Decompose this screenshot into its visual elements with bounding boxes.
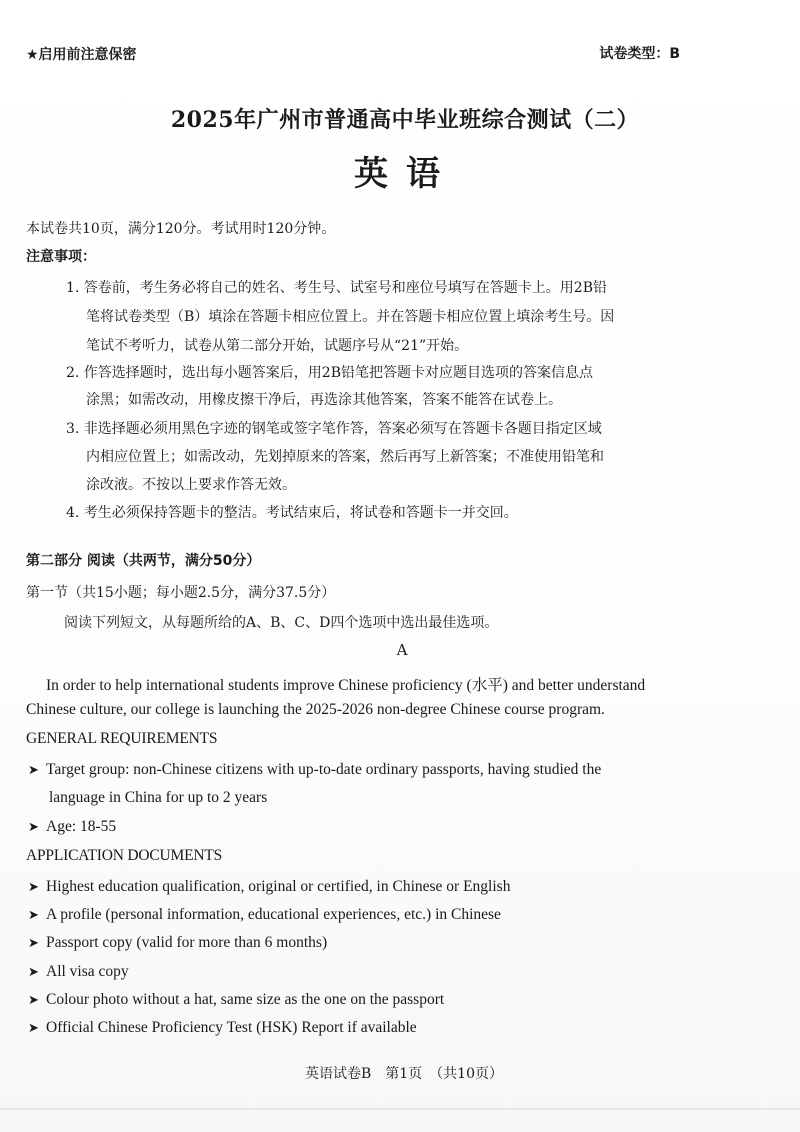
arrowhead-bullet-icon: ➤: [28, 993, 39, 1008]
note-1-line-2: 笔将试卷类型（B）填涂在答题卡相应位置上。并在答题卡相应位置上填涂考生号。因: [86, 309, 615, 325]
document-item: Passport copy (valid for more than 6 months): [46, 934, 328, 951]
note-3-line-3: 涂改液。不按以上要求作答无效。: [86, 477, 296, 493]
note-4-line-1: 4. 考生必须保持答题卡的整洁。考试结束后，将试卷和答题卡一并交回。: [66, 505, 518, 521]
arrowhead-bullet-icon: ➤: [28, 880, 39, 895]
target-group-line-1: Target group: non-Chinese citizens with up-to-date ordinary passports, having studied the: [46, 761, 602, 778]
passage-intro-line-2: Chinese culture, our college is launching the 2025-2026 non-degree Chinese course program.: [26, 701, 605, 718]
exam-intro: 本试卷共10页，满分120分。考试用时120分钟。: [26, 221, 336, 237]
note-2-line-2: 涂黑；如需改动，用橡皮擦干净后，再选涂其他答案，答案不能答在试卷上。: [86, 392, 562, 408]
list-item: [28, 818, 116, 836]
arrowhead-bullet-icon: ➤: [28, 965, 39, 980]
arrowhead-bullet-icon: ➤: [28, 936, 39, 951]
list-item: [28, 1019, 417, 1037]
document-item: Highest education qualification, original or certified, in Chinese or English: [46, 878, 511, 895]
note-1-line-3: 笔试不考听力，试卷从第二部分开始，试题序号从“21”开始。: [86, 338, 469, 354]
section-one-instruction: 阅读下列短文，从每题所给的A、B、C、D四个选项中选出最佳选项。: [64, 615, 499, 631]
subject-title: 英语: [354, 154, 458, 194]
passage-label: A: [396, 641, 408, 659]
note-3-line-1: 3. 非选择题必须用黑色字迹的钢笔或签字笔作答，答案必须写在答题卡各题目指定区域: [66, 421, 602, 437]
arrowhead-bullet-icon: ➤: [28, 908, 39, 923]
target-group-line-2: language in China for up to 2 years: [49, 789, 268, 806]
section-one-heading: 第一节（共15小题；每小题2.5分，满分37.5分）: [26, 585, 336, 601]
document-item: A profile (personal information, educational experiences, etc.) in Chinese: [46, 906, 501, 923]
page-bottom-edge: [0, 1108, 800, 1110]
age-requirement: Age: 18-55: [46, 818, 117, 835]
document-item: Official Chinese Proficiency Test (HSK) Report if available: [46, 1019, 417, 1036]
general-requirements-heading: GENERAL REQUIREMENTS: [26, 730, 218, 747]
document-item: Colour photo without a hat, same size as the one on the passport: [46, 991, 445, 1008]
note-1-line-1: 1. 答卷前，考生务必将自己的姓名、考生号、试室号和座位号填写在答题卡上。用2B铅: [66, 280, 608, 296]
note-3-line-2: 内相应位置上；如需改动，先划掉原来的答案，然后再写上新答案；不准使用铅笔和: [86, 449, 604, 465]
arrowhead-bullet-icon: ➤: [28, 820, 39, 835]
arrowhead-bullet-icon: ➤: [28, 763, 39, 778]
arrowhead-bullet-icon: ➤: [28, 1021, 39, 1036]
list-item: [28, 963, 129, 981]
passage-intro-line-1: In order to help international students improve Chinese proficiency (水平) and better understand: [46, 677, 646, 694]
note-2-line-1: 2. 作答选择题时，选出每小题答案后，用2B铅笔把答题卡对应题目选项的答案信息点: [66, 365, 594, 381]
part-two-heading: 第二部分 阅读（共两节，满分50分）: [26, 553, 261, 569]
paper-type: 试卷类型：B: [599, 46, 680, 62]
document-item: All visa copy: [46, 963, 129, 980]
list-item: [28, 761, 601, 779]
notes-heading: 注意事项：: [26, 249, 96, 265]
exam-title: 2025年广州市普通高中毕业班综合测试（二）: [170, 107, 640, 133]
page-footer: 英语试卷B 第1页 （共10页）: [304, 1066, 503, 1082]
list-item: [28, 934, 327, 952]
list-item: [28, 906, 501, 924]
list-item: [28, 878, 510, 896]
confidential-notice: ★启用前注意保密: [26, 47, 137, 63]
list-item: [28, 991, 444, 1009]
application-documents-heading: APPLICATION DOCUMENTS: [26, 847, 223, 864]
